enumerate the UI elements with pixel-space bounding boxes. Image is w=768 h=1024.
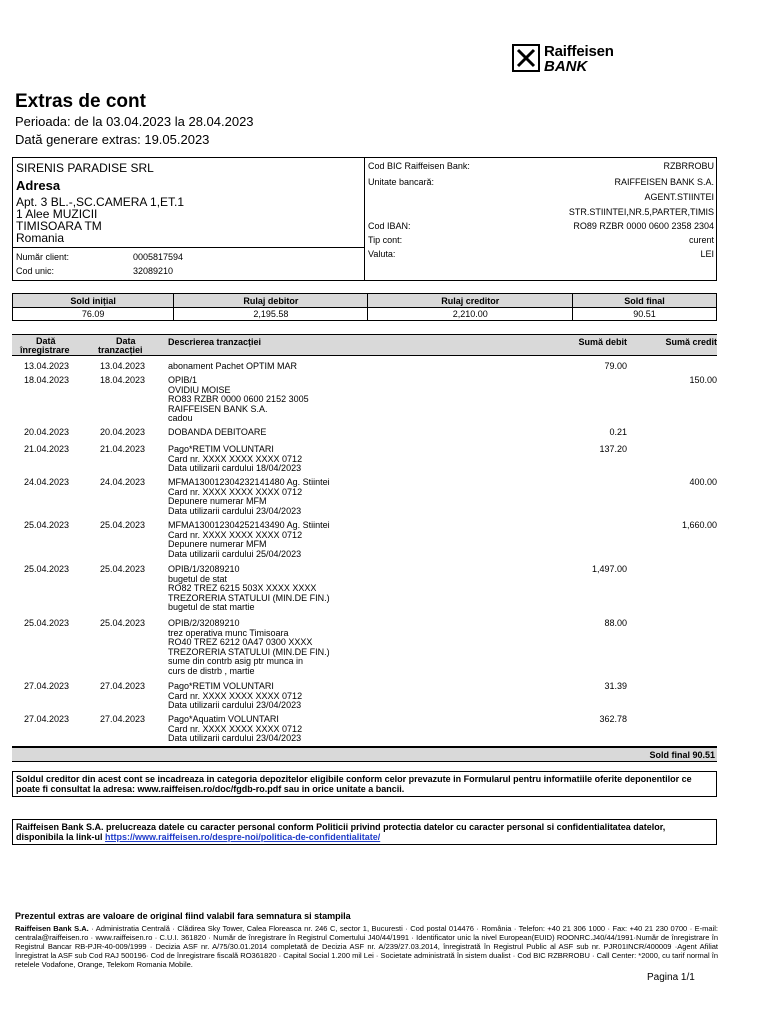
footer-title: Prezentul extras are valoare de original fiind valabil fara semnatura si stampila <box>15 911 351 921</box>
credit-amount: 400.00 <box>689 477 717 487</box>
reg-date: 20.04.2023 <box>24 427 70 437</box>
address-label: Adresa <box>16 178 61 193</box>
debit-amount: 79.00 <box>604 361 627 371</box>
bank-unit-label: Unitate bancară: <box>368 177 435 187</box>
unique-code: 32089210 <box>133 266 174 276</box>
reg-date: 27.04.2023 <box>24 681 70 691</box>
reg-date: 25.04.2023 <box>24 520 70 530</box>
tx-description: abonament Pachet OPTIM MAR <box>168 361 298 371</box>
tx-date: 24.04.2023 <box>100 477 146 487</box>
iban-value: RO89 RZBR 0000 0600 2358 2304 <box>573 221 714 231</box>
col-debit: Sumă debit <box>578 337 627 347</box>
bank-unit-line: RAIFFEISEN BANK S.A. <box>614 177 714 187</box>
col-description: Descrierea tranzacției <box>168 337 262 347</box>
address-line: 1 Alee MUZICII <box>16 207 98 221</box>
tx-date: 25.04.2023 <box>100 564 146 574</box>
account-type-label: Tip cont: <box>368 235 403 245</box>
debit-turnover: 2,195.58 <box>174 308 368 321</box>
col-tx-date: Data <box>116 336 136 346</box>
privacy-policy-link[interactable]: https://www.raiffeisen.ro/despre-noi/politica-de-confidentialitate/ <box>105 832 381 842</box>
closing-balance: 90.51 <box>573 308 717 321</box>
currency: LEI <box>700 249 714 259</box>
summary-header: Rulaj debitor <box>174 294 368 308</box>
opening-balance: 76.09 <box>13 308 174 321</box>
col-tx-date: tranzacției <box>98 345 143 355</box>
debit-amount: 31.39 <box>604 681 627 691</box>
tx-description: DOBANDA DEBITOARE <box>168 427 267 437</box>
col-reg-date: Dată <box>36 336 56 346</box>
final-balance: Sold final 90.51 <box>649 750 715 760</box>
bic-label: Cod BIC Raiffeisen Bank: <box>368 161 470 171</box>
summary-header: Sold inițial <box>13 294 174 308</box>
generation-date: Dată generare extras: 19.05.2023 <box>15 132 210 147</box>
tx-description: Pago*RETIM VOLUNTARI Card nr. XXXX XXXX XXXX 0712 Data utilizarii cardului 18/04/2023 <box>168 444 303 473</box>
account-info-box <box>12 157 717 281</box>
address-line: TIMISOARA TM <box>16 219 102 233</box>
tx-date: 18.04.2023 <box>100 375 146 385</box>
credit-turnover: 2,210.00 <box>368 308 573 321</box>
iban-label: Cod IBAN: <box>368 221 411 231</box>
reg-date: 25.04.2023 <box>24 564 70 574</box>
debit-amount: 1,497.00 <box>591 564 627 574</box>
summary-header: Rulaj creditor <box>368 294 573 308</box>
tx-description: OPIB/1/32089210 bugetul de stat RO82 TREZ 6215 503X XXXX XXXX TREZORERIA STATULUI (MIN.DE FIN.) bugetul de stat martie <box>168 564 330 612</box>
raiffeisen-logo <box>512 44 632 76</box>
tx-description: MFMA130012304252143490 Ag. Stiintei Card nr. XXXX XXXX XXXX 0712 Depunere numerar MFM Data utilizarii cardului 25/04/2023 <box>168 520 330 559</box>
tx-date: 25.04.2023 <box>100 618 146 628</box>
tx-description: OPIB/2/32089210 trez operativa munc Timisoara RO40 TREZ 6212 0A47 0300 XXXX TREZORERIA STATULUI (MIN.DE FIN.) sume din contrb asig ptr munca in curs de distrb , martie <box>168 618 330 676</box>
raiffeisen-logo-icon <box>512 44 540 72</box>
tx-date: 20.04.2023 <box>100 427 146 437</box>
address-line: Apt. 3 BL.-,SC.CAMERA 1,ET.1 <box>16 195 185 209</box>
unique-code-label: Cod unic: <box>16 266 55 276</box>
tx-description: Pago*RETIM VOLUNTARI Card nr. XXXX XXXX XXXX 0712 Data utilizarii cardului 23/04/2023 <box>168 681 303 710</box>
statement-period: Perioada: de la 03.04.2023 la 28.04.2023 <box>15 114 254 129</box>
tx-description: Pago*Aquatim VOLUNTARI Card nr. XXXX XXXX XXXX 0712 Data utilizarii cardului 23/04/2023 <box>168 714 303 743</box>
tx-date: 27.04.2023 <box>100 714 146 724</box>
tx-date: 25.04.2023 <box>100 520 146 530</box>
client-number-label: Număr client: <box>16 252 70 262</box>
tx-description: OPIB/1 OVIDIU MOISE RO83 RZBR 0000 0600 2152 3005 RAIFFEISEN BANK S.A. cadou <box>168 375 309 423</box>
reg-date: 13.04.2023 <box>24 361 70 371</box>
col-reg-date: înregistrare <box>20 345 70 355</box>
balance-summary-table <box>12 293 717 321</box>
reg-date: 18.04.2023 <box>24 375 70 385</box>
client-number: 0005817594 <box>133 252 184 262</box>
transactions-header <box>12 334 717 356</box>
tx-date: 21.04.2023 <box>100 444 146 454</box>
reg-date: 24.04.2023 <box>24 477 70 487</box>
debit-amount: 362.78 <box>599 714 627 724</box>
deposit-guarantee-notice: Soldul creditor din acest cont se incadreaza in categoria depozitelor eligibile conform celor prevazute in Formularul pentru informatiile oferite deponentilor ce poate fi consultat la adresa: www.raiffeisen.ro/doc/fgdb-ro.pdf sau in orice unitate a bancii. <box>12 771 717 797</box>
company-name: SIRENIS PARADISE SRL <box>16 161 154 175</box>
logo-text-bank: BANK <box>544 58 588 75</box>
credit-amount: 150.00 <box>689 375 717 385</box>
bic-value: RZBRROBU <box>663 161 714 171</box>
credit-amount: 1,660.00 <box>681 520 717 530</box>
page-number: Pagina 1/1 <box>647 972 695 983</box>
debit-amount: 137.20 <box>599 444 627 454</box>
reg-date: 25.04.2023 <box>24 618 70 628</box>
debit-amount: 88.00 <box>604 618 627 628</box>
currency-label: Valuta: <box>368 249 396 259</box>
tx-description: MFMA130012304232141480 Ag. Stiintei Card nr. XXXX XXXX XXXX 0712 Depunere numerar MFM Data utilizarii cardului 23/04/2023 <box>168 477 330 516</box>
client-info <box>13 158 365 280</box>
privacy-notice: Raiffeisen Bank S.A. prelucreaza datele cu caracter personal conform Politicii privind protectia datelor cu caracter personal si confidentialitatea datelor, disponibila la link-ul https://www.raiffeisen.ro/despre-noi/politica-de-confidentialitate/ <box>12 819 717 845</box>
reg-date: 21.04.2023 <box>24 444 70 454</box>
bank-unit-line: STR.STIINTEI,NR.5,PARTER,TIMIS <box>568 207 714 217</box>
bank-unit-line: AGENT.STIINTEI <box>644 192 714 202</box>
tx-date: 13.04.2023 <box>100 361 146 371</box>
client-codes <box>13 247 365 280</box>
summary-header: Sold final <box>573 294 717 308</box>
account-type: curent <box>688 235 714 245</box>
logo-text-raiffeisen: Raiffeisen <box>544 43 614 60</box>
footer-legal-text: Raiffeisen Bank S.A. · Administratia Centrală · Clădirea Sky Tower, Calea Floreasca nr. 246 C, sector 1, Bucuresti · Cod postal 014476 · România · Telefon: +40 21 306 1000 · Fax: +40 21 230 0700 · E-mail: centrala@raiffeisen.ro · www.raiffeisen.ro · C.U.I. 361820 · Număr de înregistrare în Registrul Comertului J40/44/1991 · Identificator unic la nivel European(EUID) ROONRC.J40/44/1991·Număr de înregistrare în Registrul Bancar RB-PJR-40-009/1999 · Decizia ASF nr. A/75/30.01.2014 completată de Decizia ASF nr. A/239/27.03.2014, înregistrată în Registrul Public al ASF sub nr. PJR01INCR/400009 ·Agent Afiliat înregistrat la ASF sub Cod RAJ 500196· Cod de înregistrare fiscală RO361820 · Capital Social 1.200 mil Lei · Societate administrată în sistem dualist · Cod BIC RZBRROBU · Call Center: *2000, cu tarif normal în retelele Vodafone, Orange, Telekom Romania Mobile. <box>15 924 718 969</box>
bank-info <box>366 158 716 280</box>
debit-amount: 0.21 <box>609 427 627 437</box>
final-balance-bar <box>12 746 717 762</box>
page-title: Extras de cont <box>15 91 146 112</box>
tx-date: 27.04.2023 <box>100 681 146 691</box>
reg-date: 27.04.2023 <box>24 714 70 724</box>
address-line: Romania <box>16 231 65 245</box>
col-credit: Sumă credit <box>665 337 717 347</box>
